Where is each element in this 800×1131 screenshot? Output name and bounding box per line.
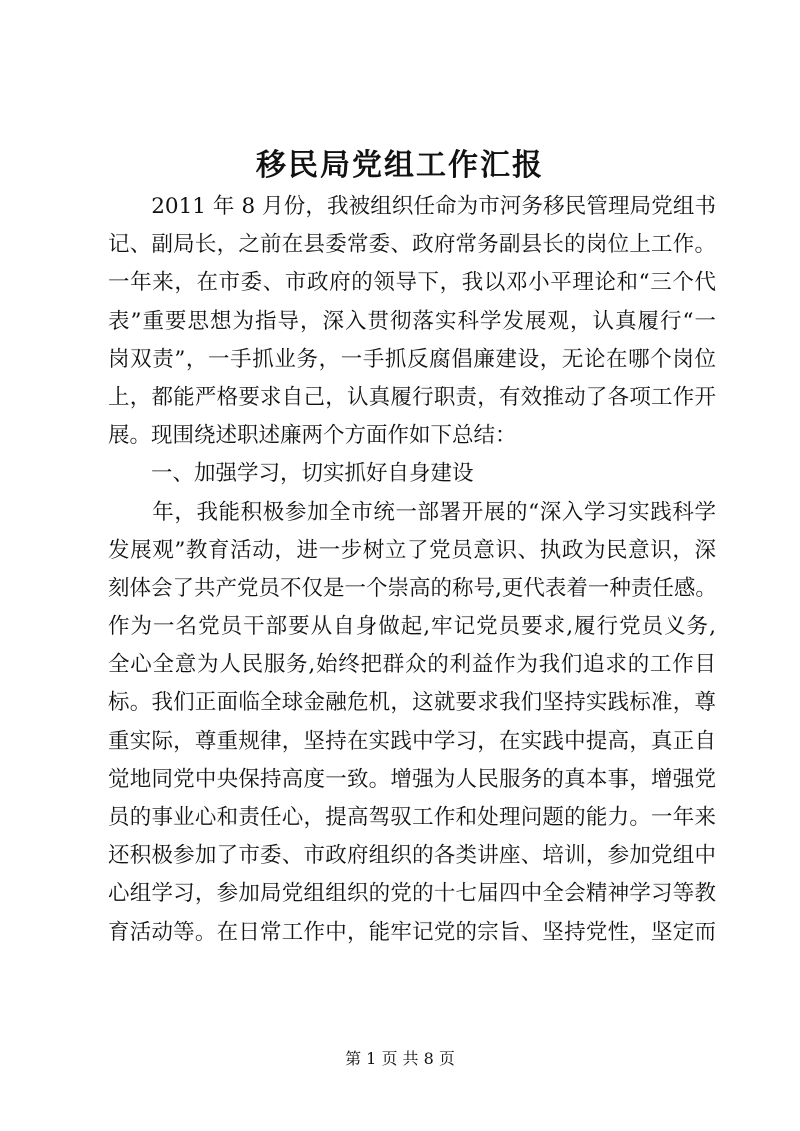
page-footer: 第 1 页 共 8 页	[345, 1049, 455, 1068]
text-line: 上，都能严格要求自己，认真履行职责，有效推动了各项工作开	[108, 384, 716, 410]
text-line: 刻体会了共产党员不仅是一个崇高的称号,更代表着一种责任感。	[108, 575, 717, 601]
text-line: 标。我们正面临全球金融危机，这就要求我们坚持实践标准，尊	[108, 690, 716, 716]
text-line: 2011 年 8 月份，我被组织任命为市河务移民管理局党组书	[108, 194, 716, 219]
text-line: 表”重要思想为指导，深入贯彻落实科学发展观，认真履行“一	[108, 308, 716, 334]
text-line: 心组学习，参加局党组组织的党的十七届四中全会精神学习等教	[108, 881, 716, 907]
section-heading: 一、加强学习，切实抓好自身建设	[108, 461, 474, 487]
text-line: 展。现围绕述职述廉两个方面作如下总结：	[108, 423, 517, 449]
page-title: 移民局党组工作汇报	[256, 148, 544, 183]
text-line: 员的事业心和责任心，提高驾驭工作和处理问题的能力。一年来	[108, 805, 716, 830]
text-line: 年，我能积极参加全市统一部署开展的“深入学习实践科学	[108, 499, 716, 525]
text-line: 还积极参加了市委、市政府组织的各类讲座、培训，参加党组中	[108, 843, 716, 869]
text-line: 觉地同党中央保持高度一致。增强为人民服务的真本事，增强党	[108, 766, 716, 792]
text-line: 作为一名党员干部要从自身做起,牢记党员要求,履行党员义务,	[108, 614, 716, 640]
document-body	[108, 188, 716, 952]
text-line: 一年来，在市委、市政府的领导下，我以邓小平理论和“三个代	[108, 270, 716, 296]
text-line: 全心全意为人民服务,始终把群众的利益作为我们追求的工作目	[108, 652, 716, 678]
text-line: 发展观”教育活动，进一步树立了党员意识、执政为民意识，深	[108, 537, 716, 563]
text-line: 记、副局长，之前在县委常委、政府常务副县长的岗位上工作。	[108, 232, 716, 258]
text-line: 育活动等。在日常工作中，能牢记党的宗旨、坚持党性，坚定而	[108, 919, 716, 945]
text-line: 岗双责”，一手抓业务，一手抓反腐倡廉建设，无论在哪个岗位	[108, 346, 716, 372]
text-line: 重实际，尊重规律，坚持在实践中学习，在实践中提高，真正自	[108, 728, 716, 754]
